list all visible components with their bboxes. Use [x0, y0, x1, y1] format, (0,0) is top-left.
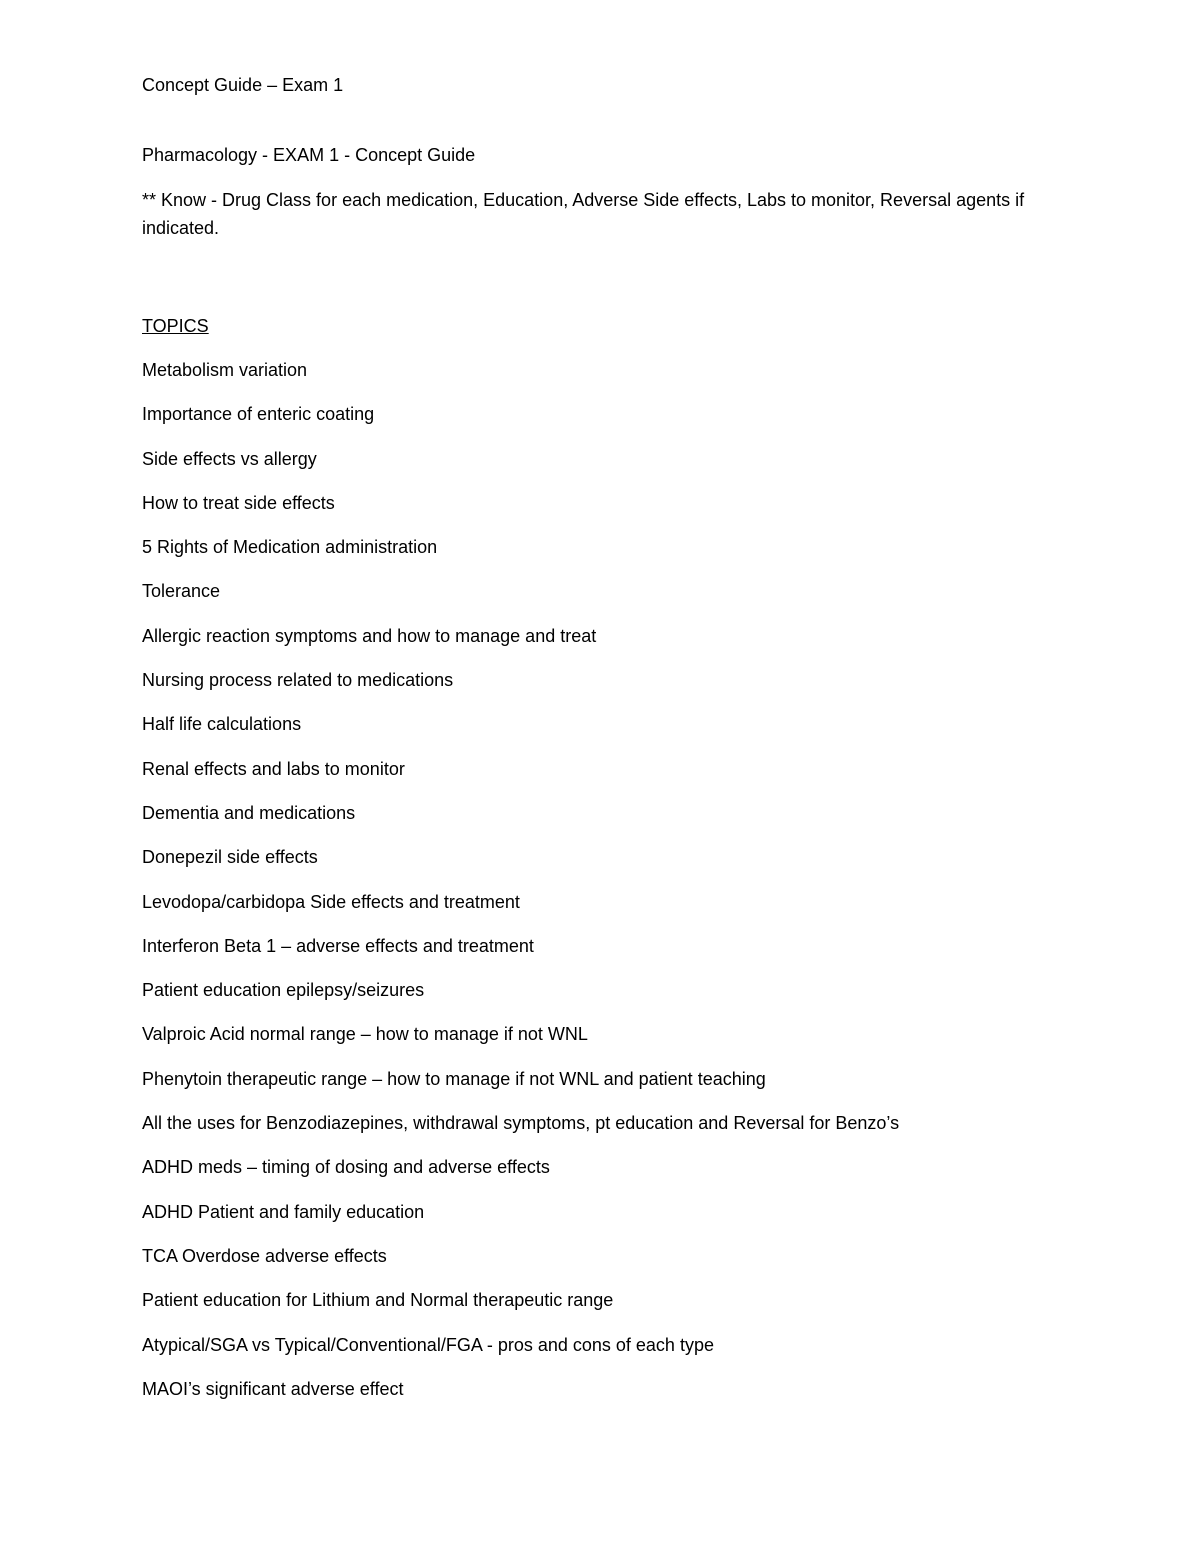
topic-item: ADHD meds – timing of dosing and adverse effects	[142, 1157, 550, 1178]
topic-item: Dementia and medications	[142, 802, 356, 823]
topic-item: Nursing process related to medications	[142, 670, 454, 691]
topic-item: Valproic Acid normal range – how to manage if not WNL	[142, 1024, 588, 1045]
topic-item: Patient education epilepsy/seizures	[142, 980, 425, 1001]
topic-item: ADHD Patient and family education	[142, 1201, 425, 1222]
topic-item: How to treat side effects	[142, 492, 335, 513]
topic-item: Levodopa/carbidopa Side effects and treatment	[142, 891, 520, 912]
topic-item: Metabolism variation	[142, 360, 308, 380]
topic-item: Half life calculations	[142, 714, 302, 735]
topic-item: MAOI’s significant adverse effect	[142, 1378, 404, 1399]
topic-item: Phenytoin therapeutic range – how to manage if not WNL and patient teaching	[142, 1068, 766, 1089]
topic-item: Importance of enteric coating	[142, 404, 375, 425]
document-body	[142, 74, 1042, 1422]
topic-item: TCA Overdose adverse effects	[142, 1245, 387, 1266]
topic-item: Side effects vs allergy	[142, 448, 317, 469]
topic-item: Interferon Beta 1 – adverse effects and treatment	[142, 935, 534, 956]
topic-item: 5 Rights of Medication administration	[142, 537, 438, 558]
topic-item: Patient education for Lithium and Normal therapeutic range	[142, 1290, 614, 1311]
subject-title: Pharmacology - EXAM 1 - Concept Guide	[142, 145, 476, 165]
topic-item: Tolerance	[142, 581, 221, 602]
know-note: ** Know - Drug Class for each medication, Education, Adverse Side effects, Labs to monitor, Reversal agents if indicated.	[142, 190, 1025, 238]
topic-item: Atypical/SGA vs Typical/Conventional/FGA - pros and cons of each type	[142, 1334, 714, 1355]
topic-item: Allergic reaction symptoms and how to manage and treat	[142, 625, 597, 646]
document-header: Concept Guide – Exam 1	[142, 75, 344, 95]
topic-item: Donepezil side effects	[142, 847, 318, 868]
topics-heading: TOPICS	[142, 316, 209, 336]
topic-item: All the uses for Benzodiazepines, withdrawal symptoms, pt education and Reversal for Benzo’s	[142, 1113, 900, 1134]
topic-item: Renal effects and labs to monitor	[142, 758, 405, 779]
topic-list	[142, 359, 1042, 1400]
